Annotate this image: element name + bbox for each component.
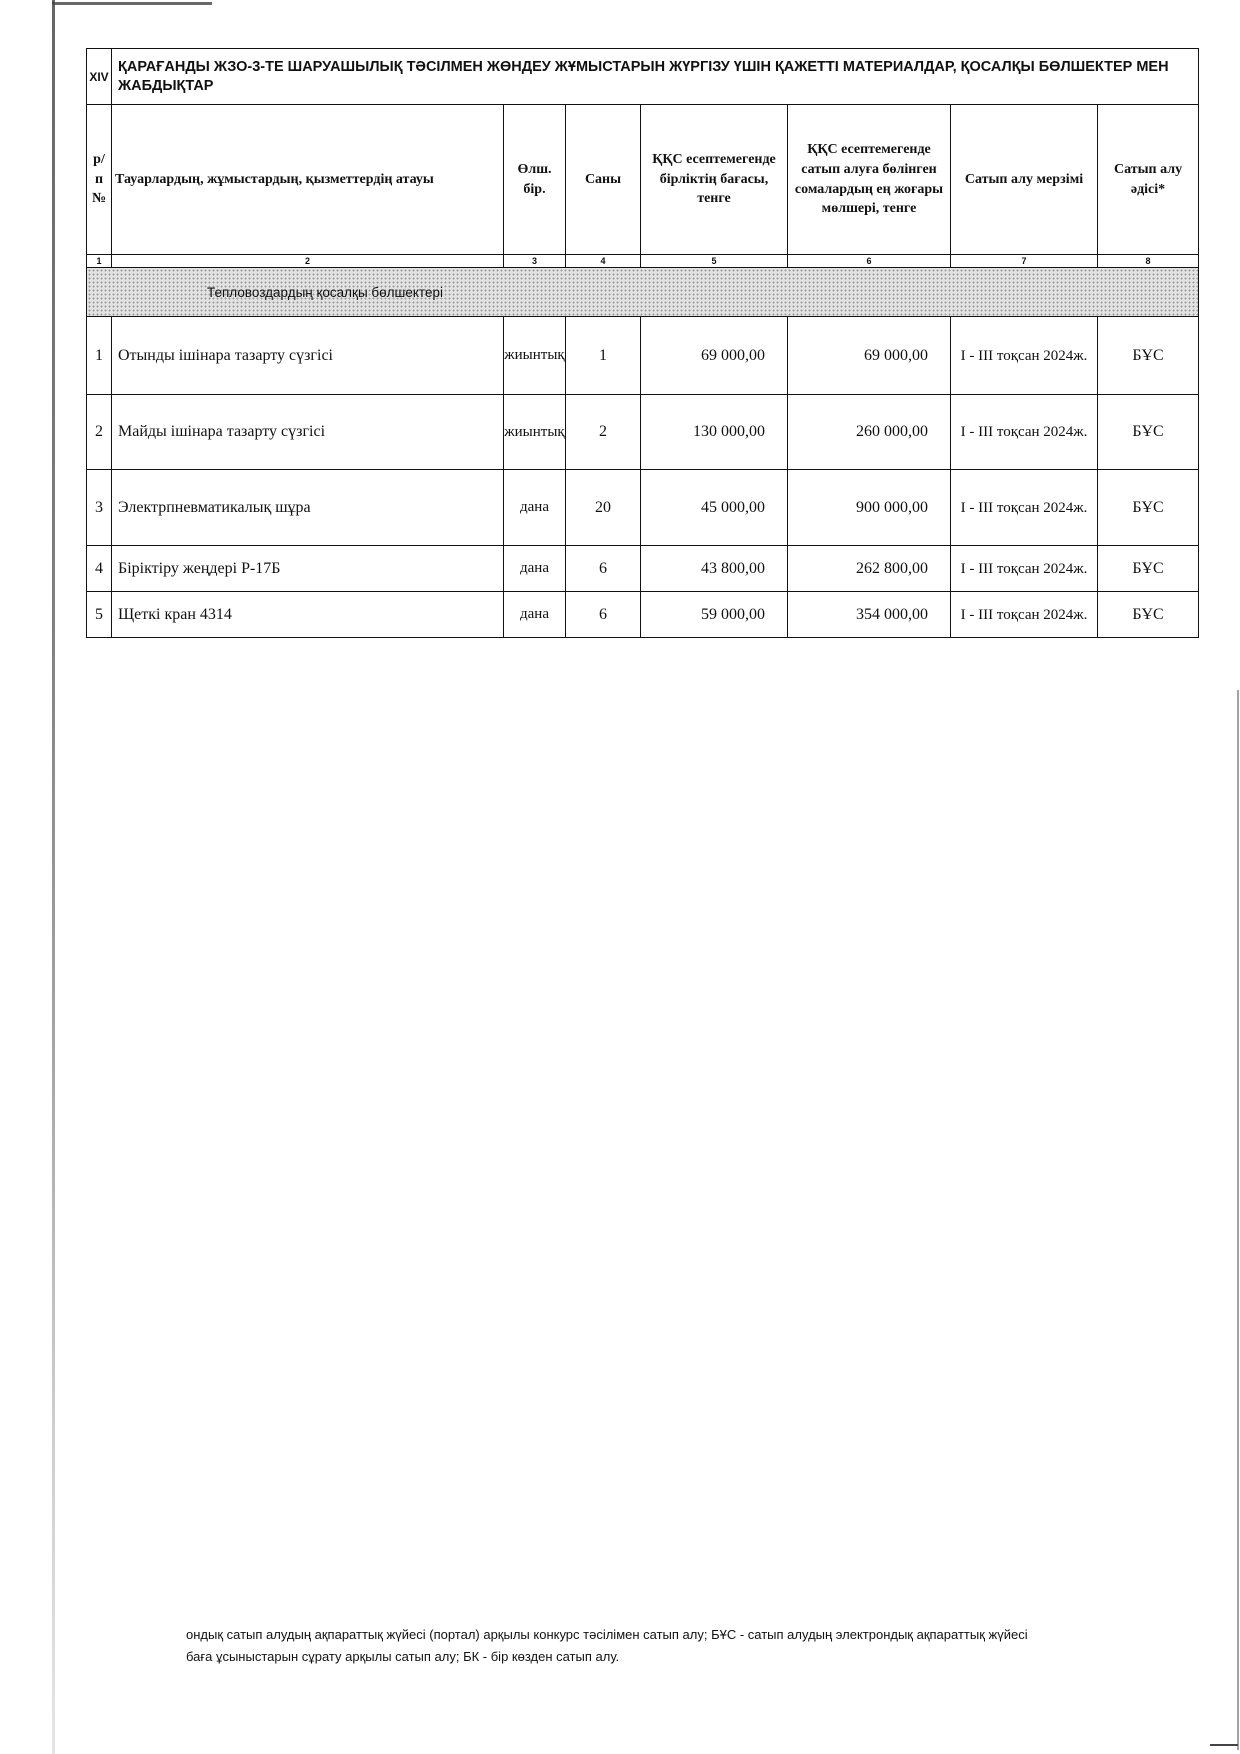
group-label: Тепловоздардың қосалқы бөлшектері [87, 268, 1199, 317]
item-quantity: 20 [566, 470, 641, 546]
column-number: 2 [112, 255, 504, 268]
footnote-line-1: ондық сатып алудың ақпараттық жүйесі (портал) арқылы конкурс тәсілімен сатып алу; БҰС - сатып алудың электрондық ақпараттық жүйесі [186, 1627, 1028, 1642]
table-row [87, 546, 1199, 592]
column-number: 3 [504, 255, 566, 268]
row-number: 5 [87, 592, 112, 638]
column-number: 1 [87, 255, 112, 268]
scan-edge-top [52, 2, 212, 5]
item-method: БҰС [1098, 546, 1199, 592]
column-number: 6 [788, 255, 951, 268]
section-title: ҚАРАҒАНДЫ ЖЗО-3-ТЕ ШАРУАШЫЛЫҚ ТӘСІЛМЕН ЖӨНДЕУ ЖҰМЫСТАРЫН ЖҮРГІЗУ ҮШІН ҚАЖЕТТІ МАТЕРИАЛДАР, ҚОСАЛҚЫ БӨЛШЕКТЕР МЕН ЖАБДЫҚТАР [112, 49, 1199, 105]
item-quantity: 6 [566, 592, 641, 638]
header-max-amount: ҚҚС есептемегенде сатып алуға бөлінген сомалардың ең жоғары мөлшері, тенге [788, 105, 951, 255]
item-unit-price: 69 000,00 [641, 317, 788, 395]
row-number: 1 [87, 317, 112, 395]
header-name: Тауарлардың, жұмыстардың, қызметтердің атауы [112, 105, 504, 255]
item-unit: дана [504, 592, 566, 638]
scan-edge-bottom-right [1210, 1744, 1238, 1746]
item-period: I - III тоқсан 2024ж. [951, 317, 1098, 395]
scan-edge-left [52, 0, 55, 1754]
header-quantity: Саны [566, 105, 641, 255]
column-number-row [87, 255, 1199, 268]
item-unit-price: 45 000,00 [641, 470, 788, 546]
header-procurement-period: Сатып алу мерзімі [951, 105, 1098, 255]
section-number: XIV [87, 49, 112, 105]
header-unit-price: ҚҚС есептемегенде бірліктің бағасы, тенге [641, 105, 788, 255]
item-unit: жиынтық [504, 317, 566, 395]
item-method: БҰС [1098, 592, 1199, 638]
item-unit-price: 43 800,00 [641, 546, 788, 592]
item-period: I - III тоқсан 2024ж. [951, 395, 1098, 470]
item-total: 900 000,00 [788, 470, 951, 546]
item-name: Біріктіру жеңдері Р-17Б [112, 546, 504, 592]
item-period: I - III тоқсан 2024ж. [951, 592, 1098, 638]
item-unit: жиынтық [504, 395, 566, 470]
header-unit: Өлш. бір. [504, 105, 566, 255]
item-unit-price: 130 000,00 [641, 395, 788, 470]
item-method: БҰС [1098, 395, 1199, 470]
item-name: Щеткі кран 4314 [112, 592, 504, 638]
footnote-line-2: баға ұсыныстарын сұрату арқылы сатып алу; БК - бір көзден сатып алу. [186, 1649, 620, 1664]
row-number: 4 [87, 546, 112, 592]
item-total: 262 800,00 [788, 546, 951, 592]
table-row [87, 317, 1199, 395]
table-row [87, 592, 1199, 638]
section-header-row [87, 49, 1199, 105]
column-number: 8 [1098, 255, 1199, 268]
group-row [87, 268, 1199, 317]
item-total: 354 000,00 [788, 592, 951, 638]
procurement-table [86, 48, 1199, 638]
row-number: 3 [87, 470, 112, 546]
item-period: I - III тоқсан 2024ж. [951, 546, 1098, 592]
item-method: БҰС [1098, 470, 1199, 546]
table-row [87, 395, 1199, 470]
column-header-row [87, 105, 1199, 255]
item-name: Майды ішінара тазарту сүзгісі [112, 395, 504, 470]
item-quantity: 6 [566, 546, 641, 592]
header-row-number: р/п № [87, 105, 112, 255]
header-procurement-method: Сатып алу әдісі* [1098, 105, 1199, 255]
item-name: Электрпневматикалық шұра [112, 470, 504, 546]
footnote [186, 1624, 1186, 1668]
table-row [87, 470, 1199, 546]
column-number: 5 [641, 255, 788, 268]
row-number: 2 [87, 395, 112, 470]
item-unit: дана [504, 546, 566, 592]
item-quantity: 2 [566, 395, 641, 470]
item-method: БҰС [1098, 317, 1199, 395]
item-unit: дана [504, 470, 566, 546]
scan-edge-right [1237, 690, 1239, 1750]
item-total: 69 000,00 [788, 317, 951, 395]
column-number: 7 [951, 255, 1098, 268]
item-period: I - III тоқсан 2024ж. [951, 470, 1098, 546]
column-number: 4 [566, 255, 641, 268]
item-quantity: 1 [566, 317, 641, 395]
item-name: Отынды ішінара тазарту сүзгісі [112, 317, 504, 395]
item-unit-price: 59 000,00 [641, 592, 788, 638]
item-total: 260 000,00 [788, 395, 951, 470]
